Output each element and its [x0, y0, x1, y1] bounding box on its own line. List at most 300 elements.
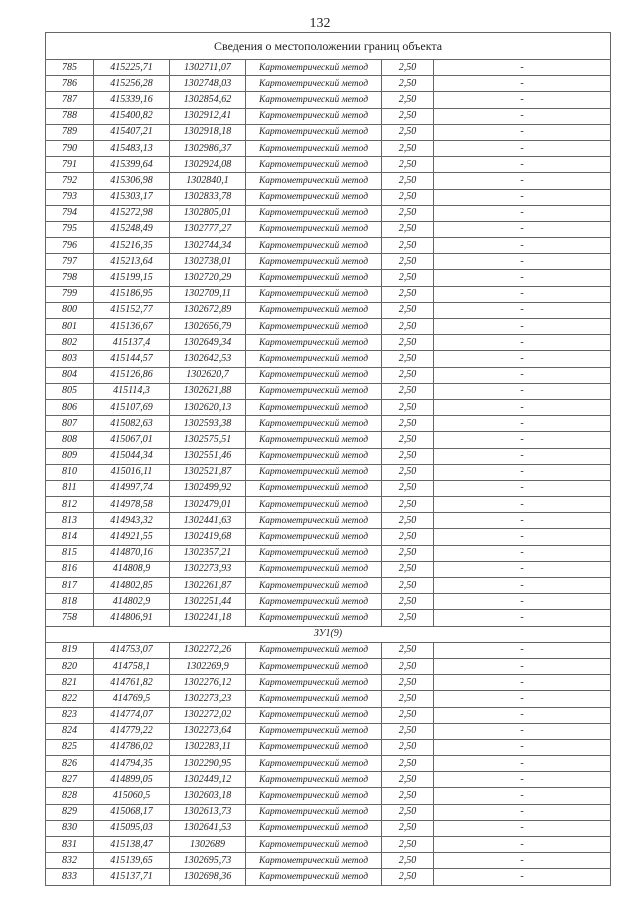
- table-row: [46, 76, 611, 92]
- cell-point-number: 789: [46, 124, 94, 140]
- cell-description: -: [434, 739, 611, 755]
- cell-accuracy: 2,50: [382, 513, 434, 529]
- cell-accuracy: 2,50: [382, 837, 434, 853]
- cell-accuracy: 2,50: [382, 238, 434, 254]
- cell-point-number: 818: [46, 594, 94, 610]
- table-row: [46, 367, 611, 383]
- cell-point-number: 790: [46, 140, 94, 156]
- cell-accuracy: 2,50: [382, 480, 434, 496]
- cell-accuracy: 2,50: [382, 76, 434, 92]
- cell-coord-y: 1302441,63: [170, 513, 246, 529]
- table-row: [46, 432, 611, 448]
- cell-coord-y: 1302833,78: [170, 189, 246, 205]
- table-row: [46, 416, 611, 432]
- cell-method: Картометрический метод: [246, 480, 382, 496]
- cell-point-number: 823: [46, 707, 94, 723]
- table-row: [46, 238, 611, 254]
- cell-coord-x: 414794,35: [94, 756, 170, 772]
- cell-coord-y: 1302273,93: [170, 561, 246, 577]
- cell-point-number: 815: [46, 545, 94, 561]
- cell-point-number: 787: [46, 92, 94, 108]
- cell-point-number: 801: [46, 319, 94, 335]
- cell-method: Картометрический метод: [246, 92, 382, 108]
- table-row: [46, 497, 611, 513]
- cell-coord-x: 415137,71: [94, 869, 170, 885]
- cell-coord-x: 415256,28: [94, 76, 170, 92]
- cell-coord-y: 1302912,41: [170, 108, 246, 124]
- cell-coord-y: 1302419,68: [170, 529, 246, 545]
- cell-coord-x: 414978,58: [94, 497, 170, 513]
- cell-method: Картометрический метод: [246, 675, 382, 691]
- cell-description: -: [434, 804, 611, 820]
- table-row: [46, 335, 611, 351]
- cell-coord-y: 1302241,18: [170, 610, 246, 626]
- cell-coord-x: 415216,35: [94, 238, 170, 254]
- cell-coord-x: 415272,98: [94, 205, 170, 221]
- cell-accuracy: 2,50: [382, 448, 434, 464]
- cell-coord-y: 1302649,34: [170, 335, 246, 351]
- cell-point-number: 793: [46, 189, 94, 205]
- cell-accuracy: 2,50: [382, 788, 434, 804]
- cell-point-number: 821: [46, 675, 94, 691]
- cell-description: -: [434, 416, 611, 432]
- table-row: [46, 270, 611, 286]
- table-row: [46, 351, 611, 367]
- cell-coord-y: 1302986,37: [170, 140, 246, 156]
- cell-coord-y: 1302613,73: [170, 804, 246, 820]
- cell-point-number: 799: [46, 286, 94, 302]
- table-row: [46, 480, 611, 496]
- table-row: [46, 92, 611, 108]
- cell-description: -: [434, 658, 611, 674]
- cell-coord-x: 415248,49: [94, 221, 170, 237]
- cell-coord-x: 415082,63: [94, 416, 170, 432]
- table-row: [46, 610, 611, 626]
- table-row: [46, 60, 611, 76]
- cell-method: Картометрический метод: [246, 772, 382, 788]
- cell-description: -: [434, 383, 611, 399]
- cell-description: -: [434, 335, 611, 351]
- cell-description: -: [434, 869, 611, 885]
- cell-description: -: [434, 642, 611, 658]
- cell-description: -: [434, 173, 611, 189]
- table-row: [46, 561, 611, 577]
- cell-method: Картометрический метод: [246, 140, 382, 156]
- cell-coord-x: 415068,17: [94, 804, 170, 820]
- cell-coord-y: 1302479,01: [170, 497, 246, 513]
- cell-accuracy: 2,50: [382, 319, 434, 335]
- cell-point-number: 803: [46, 351, 94, 367]
- cell-coord-x: 414779,22: [94, 723, 170, 739]
- table-row: [46, 286, 611, 302]
- cell-method: Картометрический метод: [246, 837, 382, 853]
- cell-coord-y: 1302357,21: [170, 545, 246, 561]
- cell-point-number: 797: [46, 254, 94, 270]
- table-row: [46, 869, 611, 885]
- cell-method: Картометрический метод: [246, 254, 382, 270]
- cell-coord-y: 1302621,88: [170, 383, 246, 399]
- cell-method: Картометрический метод: [246, 238, 382, 254]
- cell-description: -: [434, 189, 611, 205]
- cell-coord-y: 1302272,26: [170, 642, 246, 658]
- cell-accuracy: 2,50: [382, 351, 434, 367]
- cell-point-number: 800: [46, 302, 94, 318]
- cell-method: Картометрический метод: [246, 464, 382, 480]
- cell-coord-y: 1302620,13: [170, 399, 246, 415]
- cell-method: Картометрический метод: [246, 513, 382, 529]
- cell-accuracy: 2,50: [382, 707, 434, 723]
- cell-method: Картометрический метод: [246, 723, 382, 739]
- cell-coord-x: 415126,86: [94, 367, 170, 383]
- cell-accuracy: 2,50: [382, 432, 434, 448]
- table-row: [46, 642, 611, 658]
- cell-description: -: [434, 124, 611, 140]
- table-row: [46, 302, 611, 318]
- cell-coord-x: 414758,1: [94, 658, 170, 674]
- cell-method: Картометрический метод: [246, 416, 382, 432]
- cell-coord-x: 414769,5: [94, 691, 170, 707]
- cell-method: Картометрический метод: [246, 707, 382, 723]
- cell-accuracy: 2,50: [382, 691, 434, 707]
- cell-accuracy: 2,50: [382, 804, 434, 820]
- cell-description: -: [434, 351, 611, 367]
- cell-point-number: 813: [46, 513, 94, 529]
- cell-accuracy: 2,50: [382, 416, 434, 432]
- cell-method: Картометрический метод: [246, 76, 382, 92]
- cell-point-number: 812: [46, 497, 94, 513]
- cell-method: Картометрический метод: [246, 578, 382, 594]
- cell-method: Картометрический метод: [246, 820, 382, 836]
- cell-method: Картометрический метод: [246, 853, 382, 869]
- cell-method: Картометрический метод: [246, 561, 382, 577]
- cell-description: -: [434, 529, 611, 545]
- cell-coord-x: 415306,98: [94, 173, 170, 189]
- cell-coord-y: 1302251,44: [170, 594, 246, 610]
- cell-coord-x: 414774,07: [94, 707, 170, 723]
- cell-method: Картометрический метод: [246, 739, 382, 755]
- cell-coord-y: 1302711,07: [170, 60, 246, 76]
- table-row: [46, 756, 611, 772]
- table-row: [46, 594, 611, 610]
- cell-description: -: [434, 221, 611, 237]
- cell-accuracy: 2,50: [382, 642, 434, 658]
- cell-description: -: [434, 60, 611, 76]
- cell-accuracy: 2,50: [382, 60, 434, 76]
- cell-coord-y: 1302918,18: [170, 124, 246, 140]
- table-row: [46, 319, 611, 335]
- cell-accuracy: 2,50: [382, 399, 434, 415]
- cell-description: -: [434, 480, 611, 496]
- cell-coord-y: 1302748,03: [170, 76, 246, 92]
- cell-description: -: [434, 545, 611, 561]
- cell-method: Картометрический метод: [246, 756, 382, 772]
- cell-coord-y: 1302672,89: [170, 302, 246, 318]
- table-row: [46, 837, 611, 853]
- cell-description: -: [434, 448, 611, 464]
- cell-description: -: [434, 238, 611, 254]
- cell-method: Картометрический метод: [246, 157, 382, 173]
- cell-coord-y: 1302593,38: [170, 416, 246, 432]
- cell-point-number: 791: [46, 157, 94, 173]
- cell-point-number: 809: [46, 448, 94, 464]
- cell-point-number: 807: [46, 416, 94, 432]
- table-row: [46, 513, 611, 529]
- cell-coord-x: 415144,57: [94, 351, 170, 367]
- cell-method: Картометрический метод: [246, 642, 382, 658]
- cell-coord-x: 415136,67: [94, 319, 170, 335]
- cell-method: Картометрический метод: [246, 205, 382, 221]
- cell-coord-x: 414786,02: [94, 739, 170, 755]
- cell-description: -: [434, 594, 611, 610]
- table-row: [46, 464, 611, 480]
- cell-accuracy: 2,50: [382, 772, 434, 788]
- cell-coord-y: 1302290,95: [170, 756, 246, 772]
- cell-coord-x: 414997,74: [94, 480, 170, 496]
- cell-method: Картометрический метод: [246, 691, 382, 707]
- cell-method: Картометрический метод: [246, 319, 382, 335]
- cell-accuracy: 2,50: [382, 286, 434, 302]
- cell-coord-y: 1302709,11: [170, 286, 246, 302]
- cell-coord-y: 1302698,36: [170, 869, 246, 885]
- cell-method: Картометрический метод: [246, 432, 382, 448]
- cell-point-number: 833: [46, 869, 94, 885]
- cell-method: Картометрический метод: [246, 302, 382, 318]
- cell-accuracy: 2,50: [382, 270, 434, 286]
- cell-point-number: 794: [46, 205, 94, 221]
- cell-method: Картометрический метод: [246, 60, 382, 76]
- table-row: [46, 723, 611, 739]
- cell-description: -: [434, 853, 611, 869]
- cell-method: Картометрический метод: [246, 367, 382, 383]
- cell-coord-x: 415186,95: [94, 286, 170, 302]
- cell-coord-x: 415399,64: [94, 157, 170, 173]
- table-row: [46, 448, 611, 464]
- cell-coord-x: 415225,71: [94, 60, 170, 76]
- cell-coord-x: 415107,69: [94, 399, 170, 415]
- cell-description: -: [434, 286, 611, 302]
- cell-point-number: 796: [46, 238, 94, 254]
- cell-coord-x: 415303,17: [94, 189, 170, 205]
- cell-method: Картометрический метод: [246, 545, 382, 561]
- cell-point-number: 819: [46, 642, 94, 658]
- cell-accuracy: 2,50: [382, 578, 434, 594]
- table-row: [46, 739, 611, 755]
- cell-method: Картометрический метод: [246, 399, 382, 415]
- cell-coord-y: 1302272,02: [170, 707, 246, 723]
- table-row: [46, 545, 611, 561]
- cell-method: Картометрический метод: [246, 869, 382, 885]
- cell-coord-y: 1302924,08: [170, 157, 246, 173]
- cell-point-number: 798: [46, 270, 94, 286]
- cell-method: Картометрический метод: [246, 270, 382, 286]
- cell-coord-x: 414870,16: [94, 545, 170, 561]
- cell-coord-x: 414899,05: [94, 772, 170, 788]
- cell-coord-x: 414761,82: [94, 675, 170, 691]
- cell-coord-x: 414802,9: [94, 594, 170, 610]
- cell-description: -: [434, 772, 611, 788]
- cell-coord-y: 1302603,18: [170, 788, 246, 804]
- cell-point-number: 829: [46, 804, 94, 820]
- cell-coord-y: 1302521,87: [170, 464, 246, 480]
- cell-method: Картометрический метод: [246, 108, 382, 124]
- cell-method: Картометрический метод: [246, 189, 382, 205]
- cell-method: Картометрический метод: [246, 804, 382, 820]
- cell-accuracy: 2,50: [382, 675, 434, 691]
- cell-method: Картометрический метод: [246, 788, 382, 804]
- cell-description: -: [434, 837, 611, 853]
- cell-coord-x: 415400,82: [94, 108, 170, 124]
- cell-point-number: 804: [46, 367, 94, 383]
- cell-description: -: [434, 270, 611, 286]
- cell-description: -: [434, 788, 611, 804]
- table-row: [46, 804, 611, 820]
- cell-accuracy: 2,50: [382, 108, 434, 124]
- cell-accuracy: 2,50: [382, 124, 434, 140]
- cell-coord-y: 1302276,12: [170, 675, 246, 691]
- cell-description: -: [434, 367, 611, 383]
- cell-coord-y: 1302620,7: [170, 367, 246, 383]
- cell-coord-y: 1302840,1: [170, 173, 246, 189]
- table-row: [46, 820, 611, 836]
- cell-description: -: [434, 723, 611, 739]
- cell-description: -: [434, 707, 611, 723]
- table-row: [46, 173, 611, 189]
- cell-point-number: 831: [46, 837, 94, 853]
- cell-description: -: [434, 205, 611, 221]
- boundary-table-body: [46, 33, 611, 886]
- cell-description: -: [434, 108, 611, 124]
- cell-accuracy: 2,50: [382, 723, 434, 739]
- cell-point-number: 826: [46, 756, 94, 772]
- cell-description: -: [434, 691, 611, 707]
- cell-coord-x: 414921,55: [94, 529, 170, 545]
- cell-accuracy: 2,50: [382, 173, 434, 189]
- cell-coord-y: 1302695,73: [170, 853, 246, 869]
- cell-accuracy: 2,50: [382, 497, 434, 513]
- cell-point-number: 806: [46, 399, 94, 415]
- cell-description: -: [434, 432, 611, 448]
- table-row: [46, 658, 611, 674]
- table-row: [46, 578, 611, 594]
- cell-coord-y: 1302269,9: [170, 658, 246, 674]
- cell-point-number: 788: [46, 108, 94, 124]
- cell-coord-x: 415095,03: [94, 820, 170, 836]
- cell-coord-x: 414808,9: [94, 561, 170, 577]
- section-row: [46, 626, 611, 642]
- cell-point-number: 822: [46, 691, 94, 707]
- cell-point-number: 817: [46, 578, 94, 594]
- cell-method: Картометрический метод: [246, 658, 382, 674]
- cell-coord-x: 415044,34: [94, 448, 170, 464]
- table-row: [46, 221, 611, 237]
- table-row: [46, 772, 611, 788]
- cell-point-number: 808: [46, 432, 94, 448]
- cell-description: -: [434, 157, 611, 173]
- cell-point-number: 828: [46, 788, 94, 804]
- cell-description: -: [434, 820, 611, 836]
- cell-accuracy: 2,50: [382, 561, 434, 577]
- section-label: ЗУ1(9): [46, 626, 611, 642]
- cell-coord-x: 415114,3: [94, 383, 170, 399]
- table-row: [46, 189, 611, 205]
- cell-accuracy: 2,50: [382, 464, 434, 480]
- cell-description: -: [434, 140, 611, 156]
- cell-description: -: [434, 464, 611, 480]
- cell-accuracy: 2,50: [382, 157, 434, 173]
- cell-point-number: 810: [46, 464, 94, 480]
- cell-method: Картометрический метод: [246, 448, 382, 464]
- cell-point-number: 816: [46, 561, 94, 577]
- cell-coord-x: 415213,64: [94, 254, 170, 270]
- cell-description: -: [434, 578, 611, 594]
- table-row: [46, 254, 611, 270]
- cell-accuracy: 2,50: [382, 189, 434, 205]
- table-row: [46, 383, 611, 399]
- cell-point-number: 820: [46, 658, 94, 674]
- cell-coord-y: 1302720,29: [170, 270, 246, 286]
- cell-method: Картометрический метод: [246, 351, 382, 367]
- cell-coord-y: 1302283,11: [170, 739, 246, 755]
- cell-coord-y: 1302499,92: [170, 480, 246, 496]
- cell-method: Картометрический метод: [246, 529, 382, 545]
- cell-accuracy: 2,50: [382, 610, 434, 626]
- cell-point-number: 805: [46, 383, 94, 399]
- cell-method: Картометрический метод: [246, 124, 382, 140]
- cell-coord-x: 414943,32: [94, 513, 170, 529]
- cell-accuracy: 2,50: [382, 820, 434, 836]
- cell-coord-y: 1302642,53: [170, 351, 246, 367]
- cell-accuracy: 2,50: [382, 254, 434, 270]
- cell-method: Картометрический метод: [246, 173, 382, 189]
- cell-accuracy: 2,50: [382, 383, 434, 399]
- cell-coord-x: 415060,5: [94, 788, 170, 804]
- cell-accuracy: 2,50: [382, 658, 434, 674]
- cell-accuracy: 2,50: [382, 92, 434, 108]
- cell-description: -: [434, 399, 611, 415]
- cell-point-number: 795: [46, 221, 94, 237]
- cell-accuracy: 2,50: [382, 140, 434, 156]
- cell-coord-y: 1302261,87: [170, 578, 246, 594]
- table-title: Сведения о местоположении границ объекта: [46, 33, 611, 60]
- cell-coord-y: 1302449,12: [170, 772, 246, 788]
- cell-description: -: [434, 254, 611, 270]
- cell-coord-x: 414753,07: [94, 642, 170, 658]
- cell-coord-y: 1302273,23: [170, 691, 246, 707]
- cell-point-number: 824: [46, 723, 94, 739]
- cell-coord-y: 1302551,46: [170, 448, 246, 464]
- cell-description: -: [434, 513, 611, 529]
- cell-description: -: [434, 756, 611, 772]
- cell-point-number: 792: [46, 173, 94, 189]
- cell-point-number: 825: [46, 739, 94, 755]
- table-row: [46, 108, 611, 124]
- page-number: 132: [309, 16, 331, 31]
- cell-coord-x: 415152,77: [94, 302, 170, 318]
- cell-accuracy: 2,50: [382, 367, 434, 383]
- cell-coord-y: 1302641,53: [170, 820, 246, 836]
- cell-accuracy: 2,50: [382, 335, 434, 351]
- cell-accuracy: 2,50: [382, 594, 434, 610]
- table-row: [46, 205, 611, 221]
- cell-description: -: [434, 319, 611, 335]
- table-row: [46, 853, 611, 869]
- cell-description: -: [434, 76, 611, 92]
- cell-method: Картометрический метод: [246, 594, 382, 610]
- boundary-table: [45, 32, 611, 886]
- cell-coord-y: 1302656,79: [170, 319, 246, 335]
- cell-coord-x: 415199,15: [94, 270, 170, 286]
- cell-point-number: 802: [46, 335, 94, 351]
